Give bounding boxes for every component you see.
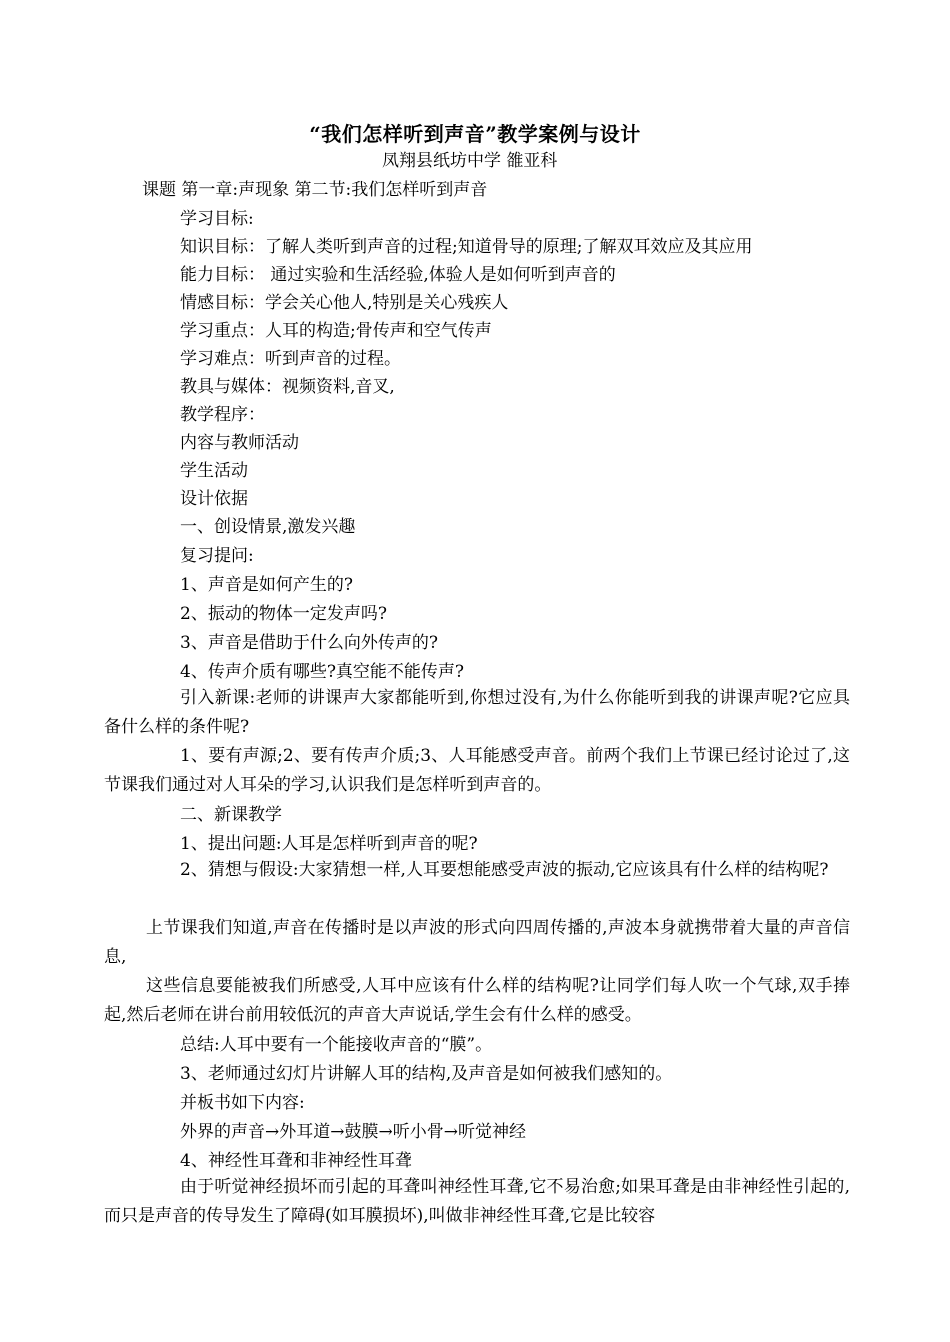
text-line: 3、老师通过幻灯片讲解人耳的结构,及声音是如何被我们感知的。 [180,1064,673,1084]
text-line: 1、提出问题:人耳是怎样听到声音的呢? [180,834,478,854]
text-line: 复习提问: [180,546,254,566]
process-chain: 外界的声音→外耳道→鼓膜→听小骨→听觉神经 [180,1122,526,1142]
text-line: 设计依据 [180,489,248,509]
author-line: 凤翔县纸坊中学 雒亚科 [382,151,558,171]
text-line: 学习难点：听到声音的过程。 [180,349,401,369]
text-line: 4、传声介质有哪些?真空能不能传声? [180,662,465,682]
text-line: 1、声音是如何产生的? [180,575,353,595]
text-line: 2、振动的物体一定发声吗? [180,604,387,624]
document-title: “我们怎样听到声音”教学案例与设计 [309,122,641,146]
text-line: 4、神经性耳聋和非神经性耳聋 [180,1151,412,1171]
paragraph-intro: 引入新课:老师的讲课声大家都能听到,你想过没有,为什么你能听到我的讲课声呢?它应具备什么样的条件呢? [104,688,850,737]
text-line: 情感目标：学会关心他人,特别是关心残疾人 [180,293,509,313]
text-line: 教具与媒体：视频资料,音叉, [180,377,395,397]
paragraph-conditions: 1、要有声源;2、要有传声介质;3、人耳能感受声音。前两个我们上节课已经讨论过了,这节课我们通过对人耳朵的学习,认识我们是怎样听到声音的。 [104,746,850,795]
section-heading: 一、创设情景,激发兴趣 [180,517,356,537]
paragraph-last-lesson: 上节课我们知道,声音在传播时是以声波的形式向四周传播的,声波本身就携带着大量的声音信息, [104,918,850,967]
text-line: 3、声音是借助于什么向外传声的? [180,633,438,653]
text-line: 内容与教师活动 [180,433,299,453]
text-line: 学生活动 [180,461,248,481]
text-line: 学习目标: [180,209,254,229]
section-heading: 二、新课教学 [180,805,282,825]
text-line: 总结:人耳中要有一个能接收声音的“膜”。 [180,1035,493,1055]
text-line: 教学程序： [180,405,265,425]
text-line: 知识目标：了解人类听到声音的过程;知道骨导的原理;了解双耳效应及其应用 [180,237,753,257]
topic-line: 课题 第一章:声现象 第二节:我们怎样听到声音 [142,180,488,200]
paragraph-guess: 2、猜想与假设:大家猜想一样,人耳要想能感受声波的振动,它应该具有什么样的结构呢? [180,860,829,880]
text-line: 能力目标： 通过实验和生活经验,体验人是如何听到声音的 [180,265,616,285]
text-line: 并板书如下内容: [180,1093,305,1113]
paragraph-deafness: 由于听觉神经损坏而引起的耳聋叫神经性耳聋,它不易治愈;如果耳聋是由非神经性引起的,而只是声音的传导发生了障碍(如耳膜损坏),叫做非神经性耳聋,它是比较容 [104,1177,850,1226]
paragraph-balloon: 这些信息要能被我们所感受,人耳中应该有什么样的结构呢?让同学们每人吹一个气球,双手捧起,然后老师在讲台前用较低沉的声音大声说话,学生会有什么样的感受。 [104,976,850,1025]
text-line: 学习重点：人耳的构造;骨传声和空气传声 [180,321,492,341]
